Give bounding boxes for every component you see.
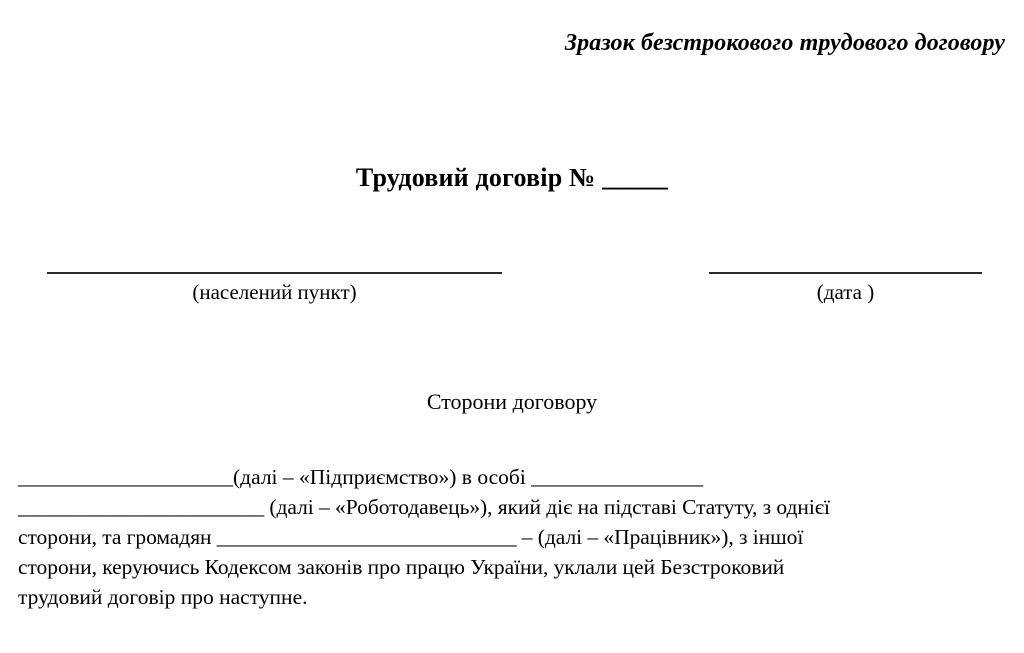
body-line: трудовий договір про наступне.	[18, 585, 308, 609]
body-line: сторони, керуючись Кодексом законів про працю України, уклали цей Безстроковий	[18, 555, 785, 579]
place-blank-line[interactable]	[47, 272, 502, 274]
meta-row	[0, 272, 1024, 332]
document-title: Трудовий договір № _____	[355, 163, 669, 192]
document-header-note: Зразок безстрокового трудового договору	[564, 30, 1005, 56]
place-field	[47, 272, 502, 305]
body-line: _______________________ (далі – «Роботодавець»), який діє на підставі Статуту, з однієї	[18, 495, 830, 519]
section-heading-parties: Сторони договору	[426, 389, 598, 414]
body-paragraph	[18, 462, 966, 612]
place-caption: (населений пункт)	[192, 280, 357, 304]
body-line: ____________________(далі – «Підприємство») в особі ________________	[18, 465, 704, 489]
date-field	[709, 272, 982, 305]
body-line: сторони, та громадян ____________________________ – (далі – «Працівник»), з іншої	[18, 525, 804, 549]
date-caption: (дата )	[816, 280, 875, 304]
date-blank-line[interactable]	[709, 272, 982, 274]
